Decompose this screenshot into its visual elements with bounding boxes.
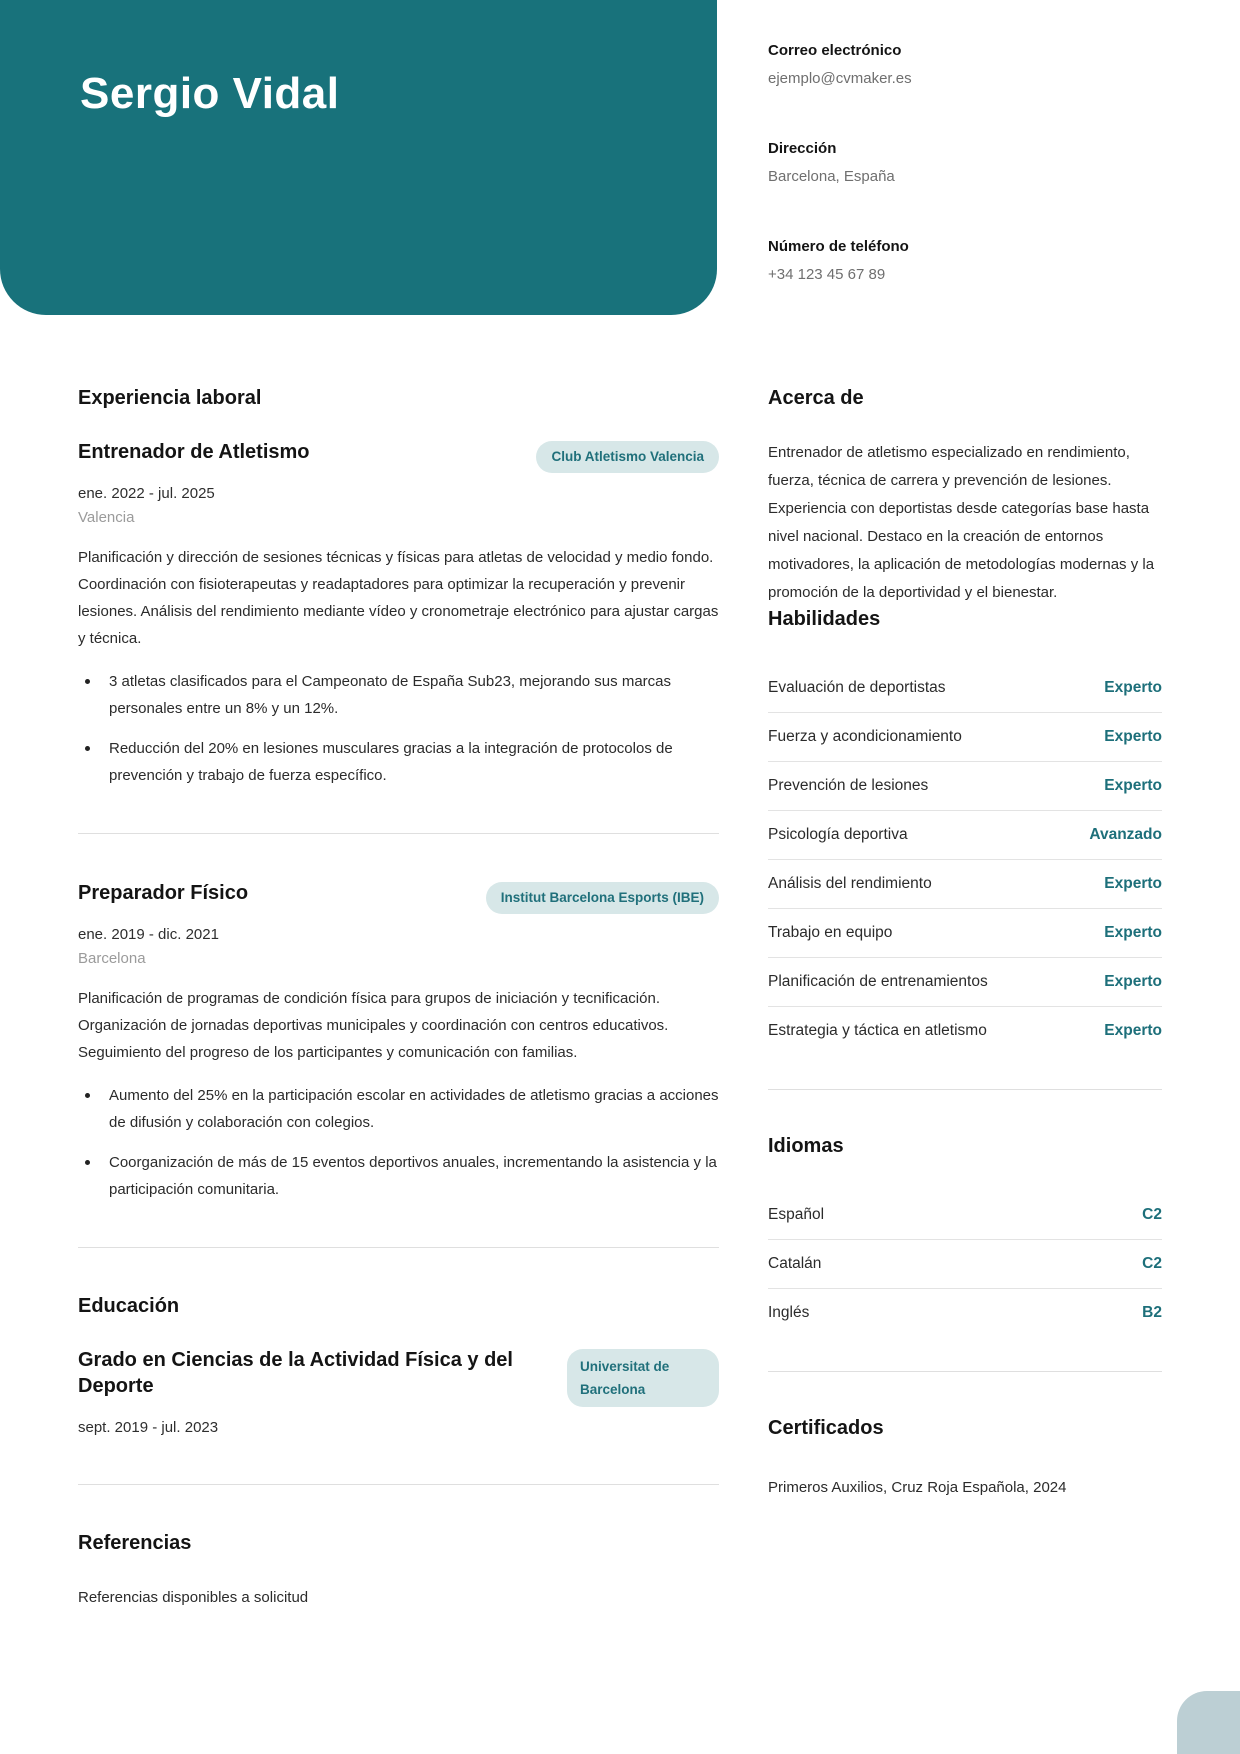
skill-row xyxy=(768,958,1162,1007)
skill-name: Planificación de entrenamientos xyxy=(768,973,988,990)
contact-phone-value: +34 123 45 67 89 xyxy=(768,266,886,283)
skill-level: Experto xyxy=(1104,679,1162,696)
skill-level: Experto xyxy=(1104,728,1162,745)
job-achievement-item: Coorganización de más de 15 eventos deportivos anuales, incrementando la asistencia y la participación comunitaria. xyxy=(78,1149,719,1203)
job-achievement-item: 3 atletas clasificados para el Campeonato de España Sub23, mejorando sus marcas personales entre un 8% y un 12%. xyxy=(78,668,719,722)
certificates-section-title: Certificados xyxy=(768,1417,884,1439)
skill-row xyxy=(768,811,1162,860)
job-dates: ene. 2019 - dic. 2021 xyxy=(78,926,219,943)
contact-phone-label: Número de teléfono xyxy=(768,238,909,255)
job-achievements xyxy=(78,668,719,789)
skill-name: Trabajo en equipo xyxy=(768,924,893,941)
job-company-badge: Club Atletismo Valencia xyxy=(536,441,719,473)
skill-row xyxy=(768,1007,1162,1055)
education-header xyxy=(78,1347,719,1407)
language-level: B2 xyxy=(1142,1304,1162,1321)
education-section-title: Educación xyxy=(78,1295,180,1317)
skills-section-title: Habilidades xyxy=(768,608,881,630)
experience-section-title: Experiencia laboral xyxy=(78,387,262,409)
job-header xyxy=(78,880,719,914)
skill-row xyxy=(768,713,1162,762)
job-location: Barcelona xyxy=(78,950,146,967)
education-entry xyxy=(78,1347,719,1436)
job-entry xyxy=(78,880,719,1203)
left-column xyxy=(78,386,719,1611)
skill-name: Estrategia y táctica en atletismo xyxy=(768,1022,987,1039)
references-section-title: Referencias xyxy=(78,1532,192,1554)
skills-list xyxy=(768,664,1162,1055)
contact-phone xyxy=(768,236,1188,285)
section-divider xyxy=(768,1371,1162,1372)
university-badge: Universitat de Barcelona xyxy=(567,1349,719,1407)
certificate-item: Primeros Auxilios, Cruz Roja Española, 2024 xyxy=(768,1479,1067,1496)
section-divider xyxy=(78,1484,719,1485)
job-entry xyxy=(78,439,719,789)
job-company-badge: Institut Barcelona Esports (IBE) xyxy=(486,882,719,914)
skill-row xyxy=(768,909,1162,958)
contact-address-value: Barcelona, España xyxy=(768,168,895,185)
skill-row xyxy=(768,664,1162,713)
languages-section-title: Idiomas xyxy=(768,1135,844,1157)
language-row xyxy=(768,1191,1162,1240)
languages-list xyxy=(768,1191,1162,1337)
contact-info xyxy=(768,40,1188,334)
job-dates: ene. 2022 - jul. 2025 xyxy=(78,485,215,502)
job-title: Entrenador de Atletismo xyxy=(78,441,310,463)
job-header xyxy=(78,439,719,473)
contact-email-label: Correo electrónico xyxy=(768,42,902,59)
job-description: Planificación y dirección de sesiones técnicas y físicas para atletas de velocidad y medio fondo. Coordinación con fisioterapeutas y readaptadores para optimizar la recuperación y prevenir lesiones. Análisis del rendimiento mediante vídeo y cronometraje electrónico para ajustar cargas y técnica. xyxy=(78,549,719,647)
skill-name: Psicología deportiva xyxy=(768,826,908,843)
skill-level: Experto xyxy=(1104,875,1162,892)
skill-level: Avanzado xyxy=(1089,826,1162,843)
right-column xyxy=(768,386,1162,1501)
skill-row xyxy=(768,762,1162,811)
header-band xyxy=(0,0,717,315)
about-text: Entrenador de atletismo especializado en rendimiento, fuerza, técnica de carrera y prevención de lesiones. Experiencia con deportistas desde categorías base hasta nivel nacional. Destaco en la creación de entornos motivadores, la aplicación de metodologías modernas y la promoción de la deportividad y el bienestar. xyxy=(768,444,1155,601)
section-divider xyxy=(78,1247,719,1248)
skill-level: Experto xyxy=(1104,924,1162,941)
language-name: Inglés xyxy=(768,1304,810,1321)
job-description: Planificación de programas de condición física para grupos de iniciación y tecnificación. Organización de jornadas deportivas municipales y coordinación con centros educativos. Seguimiento del progreso de los participantes y comunicación con familias. xyxy=(78,990,669,1061)
section-divider xyxy=(78,833,719,834)
skill-name: Evaluación de deportistas xyxy=(768,679,946,696)
contact-address xyxy=(768,138,1188,187)
contact-email-value: ejemplo@cvmaker.es xyxy=(768,70,912,87)
contact-address-label: Dirección xyxy=(768,140,837,157)
education-dates: sept. 2019 - jul. 2023 xyxy=(78,1419,219,1436)
language-row xyxy=(768,1289,1162,1337)
skill-name: Fuerza y acondicionamiento xyxy=(768,728,962,745)
skill-level: Experto xyxy=(1104,777,1162,794)
section-divider xyxy=(768,1089,1162,1090)
language-level: C2 xyxy=(1142,1206,1162,1223)
references-text: Referencias disponibles a solicitud xyxy=(78,1589,309,1606)
job-achievements xyxy=(78,1082,719,1203)
degree-title: Grado en Ciencias de la Actividad Física y del Deporte xyxy=(78,1349,513,1397)
job-achievement-item: Aumento del 25% en la participación escolar en actividades de atletismo gracias a acciones de difusión y colaboración con colegios. xyxy=(78,1082,719,1136)
skill-level: Experto xyxy=(1104,1022,1162,1039)
job-title: Preparador Físico xyxy=(78,882,249,904)
contact-email xyxy=(768,40,1188,89)
skill-name: Análisis del rendimiento xyxy=(768,875,932,892)
language-row xyxy=(768,1240,1162,1289)
language-name: Español xyxy=(768,1206,825,1223)
skill-name: Prevención de lesiones xyxy=(768,777,929,794)
language-name: Catalán xyxy=(768,1255,822,1272)
skill-level: Experto xyxy=(1104,973,1162,990)
corner-decoration xyxy=(1177,1691,1240,1754)
language-level: C2 xyxy=(1142,1255,1162,1272)
job-location: Valencia xyxy=(78,509,135,526)
about-section-title: Acerca de xyxy=(768,387,864,409)
job-achievement-item: Reducción del 20% en lesiones musculares gracias a la integración de protocolos de prevención y trabajo de fuerza específico. xyxy=(78,735,719,789)
person-name: Sergio Vidal xyxy=(80,69,340,118)
skill-row xyxy=(768,860,1162,909)
